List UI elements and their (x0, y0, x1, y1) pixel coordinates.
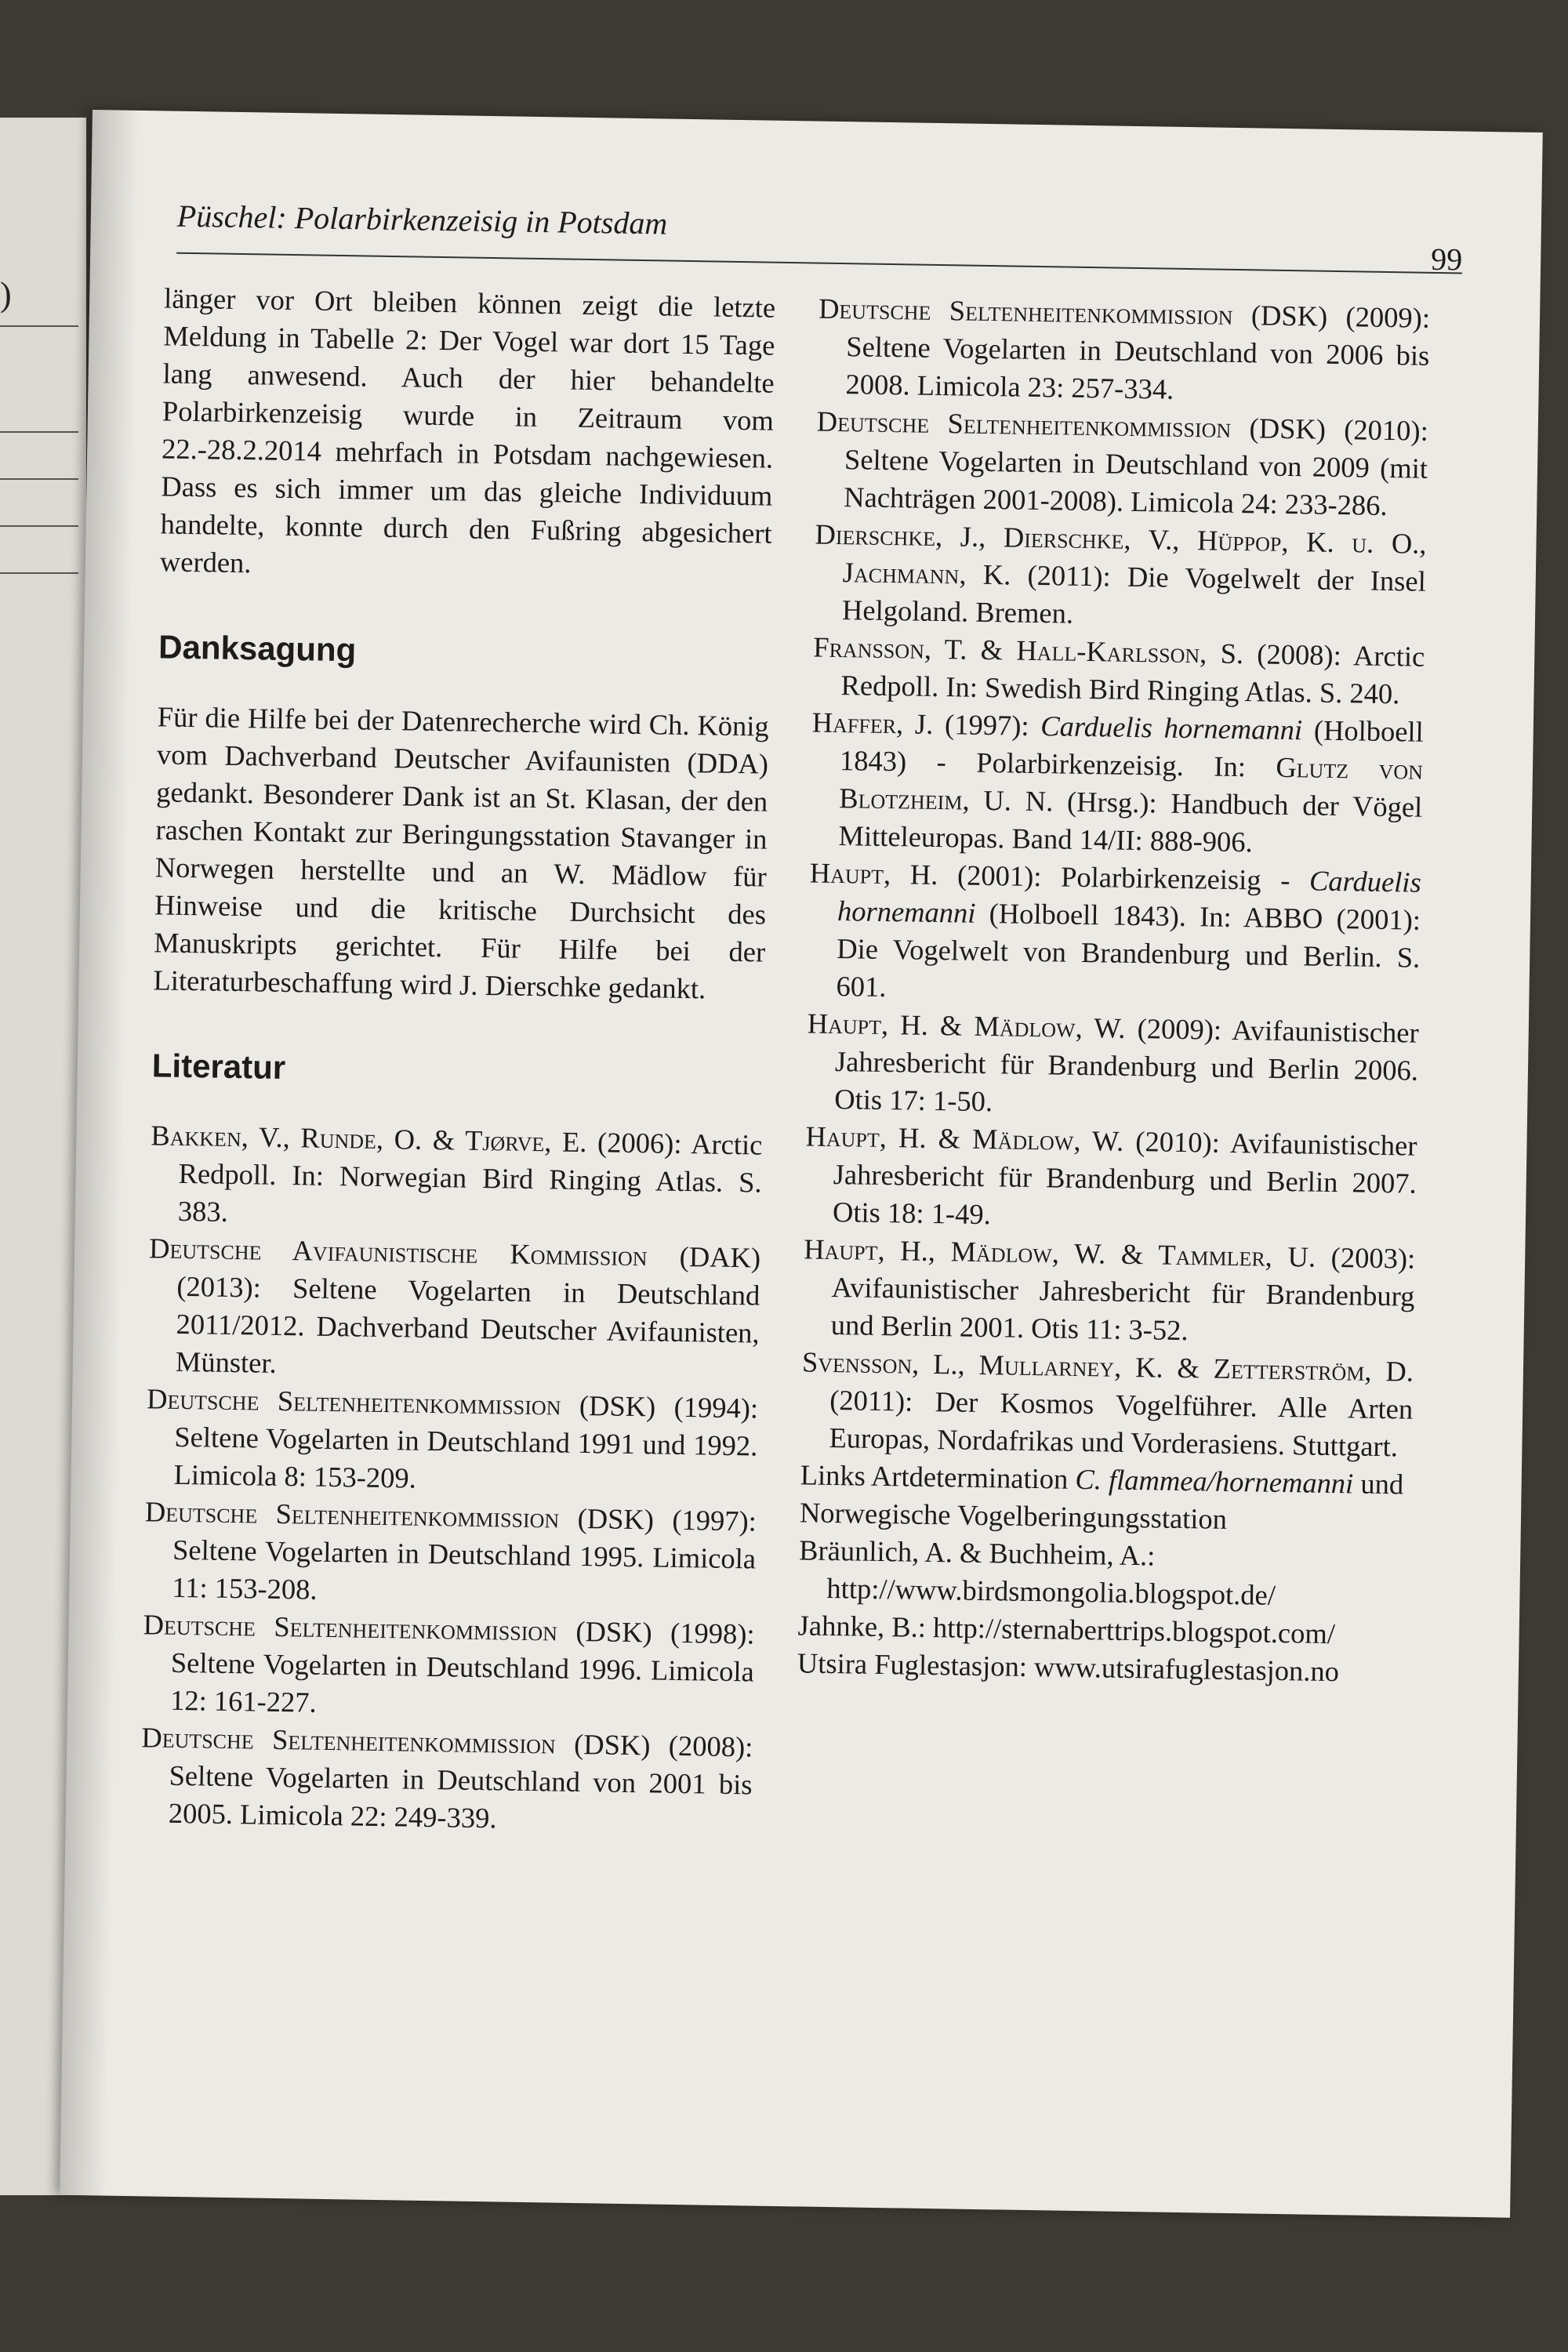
reference-entry (814, 516, 1427, 638)
previous-page-rule (0, 572, 78, 574)
danksagung-paragraph: Für die Hilfe bei der Datenrecherche wird Ch. König vom Dachverband Deutscher Avifaunisten (DDA) gedankt. Besonderer Dank ist an St. Klasan, der den raschen Kontakt zur Beringungsstation Stavanger in Norwegen herstellte und an W. Mädlow für Hinweise und die kritische Durchsicht des Manuskripts gerichtet. Für Hilfe bei der Literaturbeschaffung wird J. Dierschke gedankt. (153, 700, 770, 1005)
reference-text: (Hrsg.): Handbuch der Vögel Mitteleuropas. Band 14/II: 888-906. (838, 785, 1423, 858)
page-number: 99 (1430, 241, 1463, 278)
reference-authors: Haupt, H. (809, 856, 938, 891)
reference-entry (817, 290, 1430, 412)
reference-entry (140, 1719, 753, 1841)
links-heading-text: Links Artdetermination (800, 1458, 1076, 1495)
reference-authors: Haffer, J. (811, 706, 934, 740)
reference-entry (806, 1004, 1419, 1127)
reference-entry (808, 854, 1421, 1014)
reference-authors: Deutsche Seltenheitenkommission (144, 1495, 560, 1534)
reference-authors: Deutsche Seltenheitenkommission (816, 405, 1232, 444)
reference-entry (810, 704, 1424, 864)
reference-authors: Deutsche Avifaunistische Kommission (148, 1232, 648, 1272)
reference-text: (DSK) (1998): Seltene Vogelarten in Deutschland 1996. Limicola 12: 161-227. (169, 1614, 755, 1719)
previous-page-fragment: ) (0, 275, 12, 314)
reference-text: (2010): Avifaunistischer Jahresbericht für Brandenburg und Berlin 2007. Otis 18: 1-49. (832, 1124, 1417, 1231)
reference-authors: Haupt, H. & Mädlow, W. (805, 1120, 1124, 1157)
literatur-heading: Literatur (151, 1047, 286, 1087)
reference-authors: Deutsche Seltenheitenkommission (141, 1721, 557, 1760)
reference-text: (DSK) (2009): Seltene Vogelarten in Deutschland von 2006 bis 2008. Limicola 23: 257-334. (845, 298, 1431, 405)
reference-entry (804, 1117, 1417, 1240)
reference-text: (1997): (933, 707, 1041, 742)
web-link-entry: Bräunlich, A. & Buchheim, A.: http://www.birdsmongolia.blogspot.de/ (798, 1534, 1276, 1611)
reference-entry (802, 1230, 1415, 1352)
reference-text: (2003): Avifaunistischer Jahresbericht für Brandenburg und Berlin 2001. Otis 11: 3-52. (830, 1240, 1416, 1347)
reference-entry (142, 1606, 755, 1728)
running-title: Püschel: Polarbirkenzeisig in Potsdam (176, 198, 668, 241)
reference-text: (DSK) (2008): Seltene Vogelarten in Deutschland von 2001 bis 2005. Limicola 22: 249-339. (168, 1727, 753, 1835)
previous-page-rule (0, 431, 78, 433)
reference-entry (143, 1493, 757, 1615)
reference-text: (DSK) (1994): Seltene Vogelarten in Deutschland 1991 und 1992. Limicola 8: 153-209. (173, 1388, 759, 1494)
reference-text: (2011): Der Kosmos Vogelführer. Alle Arten Europas, Nordafrikas und Vorderasiens. Stuttgart. (829, 1383, 1414, 1463)
previous-page-rule (0, 325, 78, 327)
reference-entry (800, 1343, 1414, 1465)
reference-entry (150, 1116, 763, 1239)
reference-editors: Glutz von Blotzheim, U. N. (839, 750, 1424, 818)
reference-entry (145, 1380, 758, 1502)
web-link-entry: Utsira Fuglestasjon: www.utsirafuglestasjon.no (797, 1646, 1340, 1688)
reference-text: (DAK) (2013): Seltene Vogelarten in Deutschland 2011/2012. Dachverband Deutscher Avifaunisten, Münster. (175, 1240, 761, 1379)
intro-paragraph: länger vor Ort bleiben können zeigt die letzte Meldung in Tabelle 2: Der Vogel war dort 15 Tage lang anwesend. Auch der hier behandelte Polarbirkenzeisig wurde in Zeitraum vom 22.-28.2.2014 mehrfach in Potsdam nachgewiesen. Dass es sich immer um das gleiche Individuum handelte, konnte durch den Fußring abgesichert werden. (159, 281, 776, 579)
species-name: Carduelis hornemanni (837, 864, 1422, 929)
previous-page-rule (0, 525, 78, 527)
reference-authors: Deutsche Seltenheitenkommission (146, 1382, 561, 1421)
links-heading-text: und Norwegische Vogelberingungsstation (799, 1467, 1404, 1535)
reference-authors: Haupt, H. & Mädlow, W. (807, 1007, 1126, 1044)
reference-entry (147, 1229, 761, 1389)
reference-authors: Bakken, V., Runde, O. & Tjørve, E. (151, 1119, 587, 1159)
links-heading (800, 1456, 1412, 1541)
reference-authors: Svensson, L., Mullarney, K. & Zetterström, D. (801, 1345, 1414, 1388)
species-name: Carduelis hornemanni (1040, 710, 1303, 746)
web-link-entry: Jahnke, B.: http://sternaberttrips.blogspot.com/ (797, 1609, 1336, 1650)
right-column (797, 290, 1431, 1692)
links-heading-species: C. flammea/hornemanni (1075, 1462, 1354, 1500)
reference-text: (2001): Polarbirkenzeisig - (938, 858, 1310, 897)
reference-text: (2006): Arctic Redpoll. In: Norwegian Bird Ringing Atlas. S. 383. (177, 1126, 763, 1228)
reference-text: (Holboell 1843) - Polarbirkenzeisig. In: (839, 713, 1425, 783)
reference-authors: Deutsche Seltenheitenkommission (143, 1608, 558, 1647)
left-column (140, 279, 776, 1841)
reference-authors: Haupt, H., Mädlow, W. & Tammler, U. (803, 1232, 1316, 1273)
reference-entry (815, 403, 1428, 525)
reference-authors: Deutsche Seltenheitenkommission (818, 292, 1233, 331)
reference-text: (Holboell 1843). In: ABBO (2001): Die Vogelwelt von Brandenburg und Berlin. S. 601. (836, 896, 1421, 1004)
running-header (176, 198, 1463, 278)
reference-entry (812, 629, 1425, 713)
reference-authors: Dierschke, J., Dierschke, V., Hüppop, K. u. O., Jachmann, K. (815, 517, 1427, 591)
reference-text: (2008): Arctic Redpoll. In: Swedish Bird Ringing Atlas. S. 240. (840, 637, 1425, 710)
reference-text: (DSK) (1997): Seltene Vogelarten in Deutschland 1995. Limicola 11: 153-208. (172, 1501, 757, 1606)
document-page (60, 110, 1543, 2218)
danksagung-heading: Danksagung (158, 628, 357, 669)
reference-text: (2011): Die Vogelwelt der Insel Helgoland. Bremen. (841, 558, 1427, 630)
reference-authors: Fransson, T. & Hall-Karlsson, S. (813, 630, 1244, 670)
previous-page-rule (0, 478, 78, 480)
reference-text: (2009): Avifaunistischer Jahresbericht für Brandenburg und Berlin 2006. Otis 17: 1-50. (833, 1011, 1420, 1118)
reference-text: (DSK) (2010): Seltene Vogelarten in Deutschland von 2009 (mit Nachträgen 2001-2008). Limicola 24: 233-286. (844, 411, 1429, 522)
